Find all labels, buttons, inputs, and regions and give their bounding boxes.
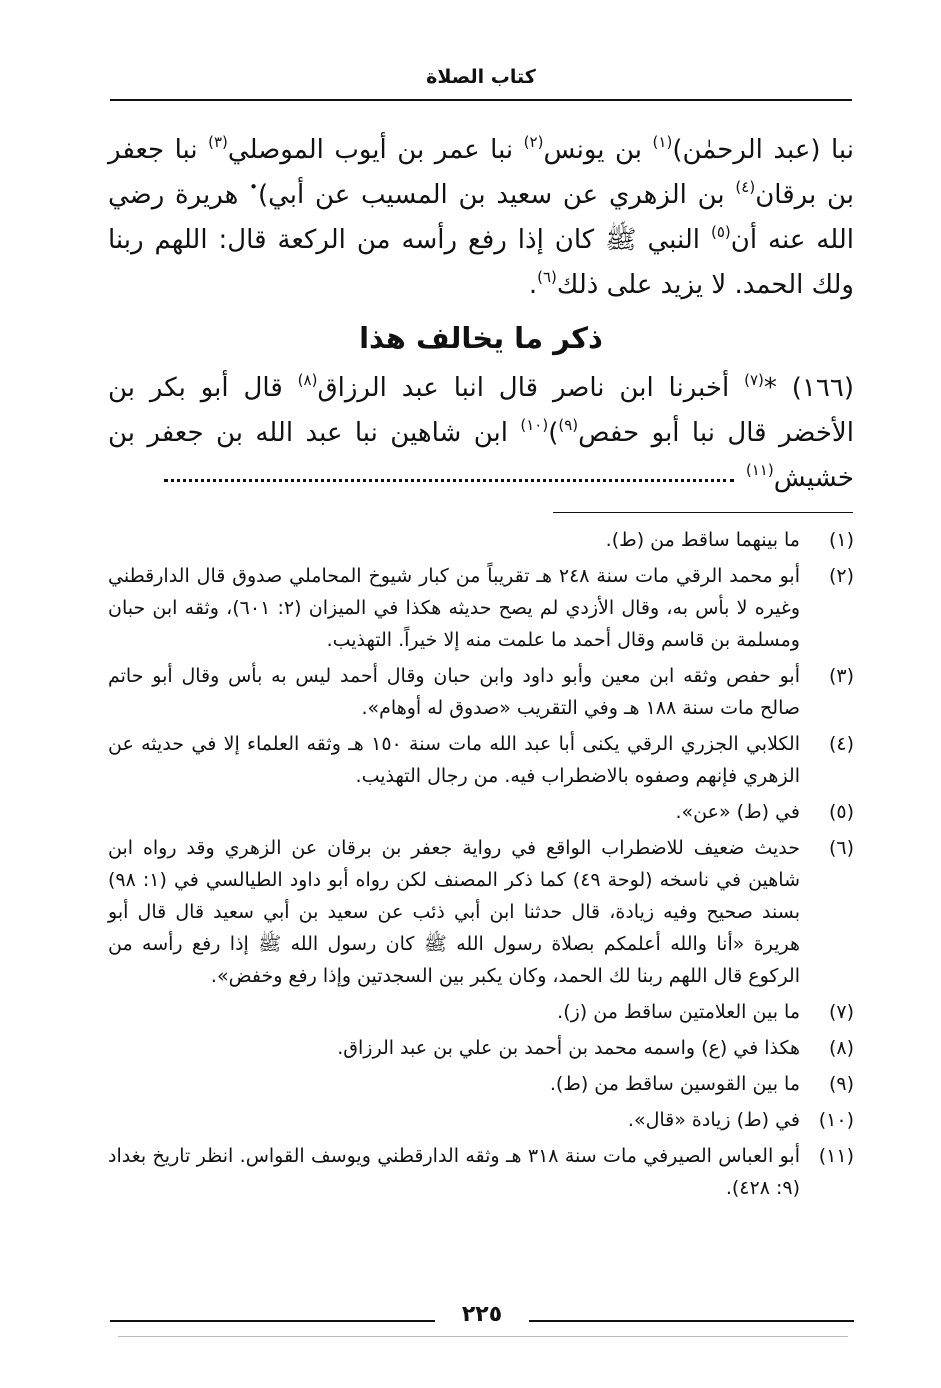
text-segment: بن يونس xyxy=(543,135,653,165)
footnote-text: ما بين العلامتين ساقط من (ز). xyxy=(557,1001,800,1023)
footnote-item xyxy=(108,996,854,1028)
footnote-ref[interactable]: (٥) xyxy=(710,223,731,241)
footnote-number: (٣) xyxy=(828,665,854,687)
footnote-number: (٧) xyxy=(828,1001,854,1023)
text-segment: نبا عمر بن أيوب الموصلي xyxy=(227,135,524,165)
footnote-item xyxy=(108,1140,854,1204)
footnote-item xyxy=(108,832,854,992)
text-segment: نبا (عبد الرحمٰن) xyxy=(672,135,855,165)
footnote-ref[interactable]: (٦) xyxy=(537,268,557,286)
footnote-item xyxy=(108,728,854,792)
footnote-text: الكلابي الجزري الرقي يكنى أبا عبد الله مات سنة ١٥٠ هـ وثقه العلماء إلا في حديثه عن الزهري فإنهم وصفوه بالاضطراب فيه. من رجال التهذيب. xyxy=(108,733,800,787)
hadith-number: (١٦٦) * xyxy=(763,373,854,403)
hadith-paragraph xyxy=(108,366,854,501)
footnote-text: أبو حفص وثقه ابن معين وأبو داود وابن حبان وقال أحمد ليس به بأس وقال أبو حاتم صالح مات سنة ١٨٨ هـ وفي التقريب «صدوق له أوهام». xyxy=(108,665,800,719)
footnote-item xyxy=(108,796,854,828)
hadith-paragraph xyxy=(108,128,854,308)
footnote-number: (١١) xyxy=(818,1145,854,1167)
footnote-ref[interactable]: (١) xyxy=(652,133,673,151)
footnotes-list xyxy=(108,524,854,1208)
footnote-text: حديث ضعيف للاضطراب الواقع في رواية جعفر بن برقان عن الزهري وقد رواه ابن شاهين في ناسخه (لوحة ٤٩) كما ذكر المصنف لكن رواه أبو داود الطيالسي في (١: ٩٨) بسند صحيح وفيه زيادة، قال حدثنا ابن أبي ذئب عن سعيد بن أبي سعيد قال قال أبو هريرة «أنا والله أعلمكم بصلاة رسول الله ﷺ كان رسول الله ﷺ إذا رفع رأسه من الركوع قال اللهم ربنا لك الحمد، وكان يكبر بين السجدتين وإذا رفع وخفض». xyxy=(108,837,800,987)
text-segment: هريرة رضي الله عنه أن xyxy=(108,180,854,255)
header-rule xyxy=(110,99,852,101)
footnote-item xyxy=(108,660,854,724)
footnote-text: في (ط) «عن». xyxy=(675,801,800,823)
text-segment: أخبرنا ابن ناصر قال انبا عبد الرزاق xyxy=(317,373,745,403)
footnote-text: أبو العباس الصيرفي مات سنة ٣١٨ هـ وثقه الدارقطني ويوسف القواس. انظر تاريخ بغداد (٩: ٤٢٨). xyxy=(108,1145,800,1199)
footnote-number: (١) xyxy=(828,529,854,551)
footnote-ref[interactable]: (١١) xyxy=(745,461,774,479)
footnote-item xyxy=(108,1068,854,1100)
text-segment: نبا جعفر بن برقان xyxy=(108,135,854,210)
footnote-text: في (ط) زيادة «قال». xyxy=(627,1109,800,1131)
footnote-item xyxy=(108,560,854,656)
footnote-ref[interactable]: (٤) xyxy=(735,178,756,196)
footnote-item xyxy=(108,524,854,556)
running-header-title: كتاب الصلاة xyxy=(426,66,536,88)
footer-rule-left xyxy=(110,1320,435,1322)
footnote-ref[interactable]: (١٠) xyxy=(520,416,549,434)
insertion-mark: • xyxy=(249,178,258,196)
text-segment: ابن شاهين نبا عبد الله بن جعفر بن خشيش xyxy=(108,418,854,493)
text-segment: . xyxy=(528,270,538,300)
footnote-ref[interactable]: (٣) xyxy=(208,133,228,151)
text-segment: النبي ﷺ كان إذا رفع رأسه من الركعة قال: اللهم ربنا ولك الحمد. لا يزيد على ذلك xyxy=(108,225,854,300)
text-segment: بن الزهري عن سعيد بن المسيب عن أبي) xyxy=(257,180,736,210)
footnote-ref[interactable]: (٩) xyxy=(558,416,579,434)
footer-rule-right xyxy=(529,1320,854,1322)
footnote-number: (٢) xyxy=(828,565,854,587)
text-segment: قال أبو بكر بن الأخضر قال نبا أبو حفص xyxy=(108,373,854,448)
section-heading: ذكر ما يخالف هذا xyxy=(359,321,603,355)
text-segment: ) xyxy=(548,418,559,448)
footnote-item xyxy=(108,1032,854,1064)
footnote-text: أبو محمد الرقي مات سنة ٢٤٨ هـ تقريباً من كبار شيوخ المحاملي صدوق قال الدارقطني وغيره لا بأس به، وقال الأزدي لم يصح حديثه هكذا في الميزان (٢: ٦٠١)، وثقه ابن حبان ومسلمة بن قاسم وقال أحمد ما علمت منه إلا خيراً. التهذيب. xyxy=(108,565,800,651)
footnote-number: (١٠) xyxy=(818,1109,854,1131)
page-footer xyxy=(110,1300,854,1340)
footnote-number: (٥) xyxy=(828,801,854,823)
page-number: ٢٢٥ xyxy=(461,1302,503,1327)
footnote-number: (٨) xyxy=(828,1037,854,1059)
page-edge-line xyxy=(118,1336,848,1337)
footnote-number: (٦) xyxy=(828,837,854,859)
footnote-ref[interactable]: (٨) xyxy=(297,371,318,389)
footnote-text: ما بين القوسين ساقط من (ط). xyxy=(549,1073,800,1095)
footnote-ref[interactable]: (٢) xyxy=(523,133,544,151)
footnote-item xyxy=(108,1104,854,1136)
footnote-text: هكذا في (ع) واسمه محمد بن أحمد بن علي بن عبد الرزاق. xyxy=(337,1037,800,1059)
footnote-separator xyxy=(553,512,853,513)
main-text xyxy=(108,128,854,501)
footnote-ref[interactable]: (٧) xyxy=(744,371,764,389)
footnote-text: ما بينهما ساقط من (ط). xyxy=(605,529,800,551)
footnote-number: (٩) xyxy=(828,1073,854,1095)
footnote-number: (٤) xyxy=(828,733,854,755)
continuation-dots xyxy=(164,479,734,482)
